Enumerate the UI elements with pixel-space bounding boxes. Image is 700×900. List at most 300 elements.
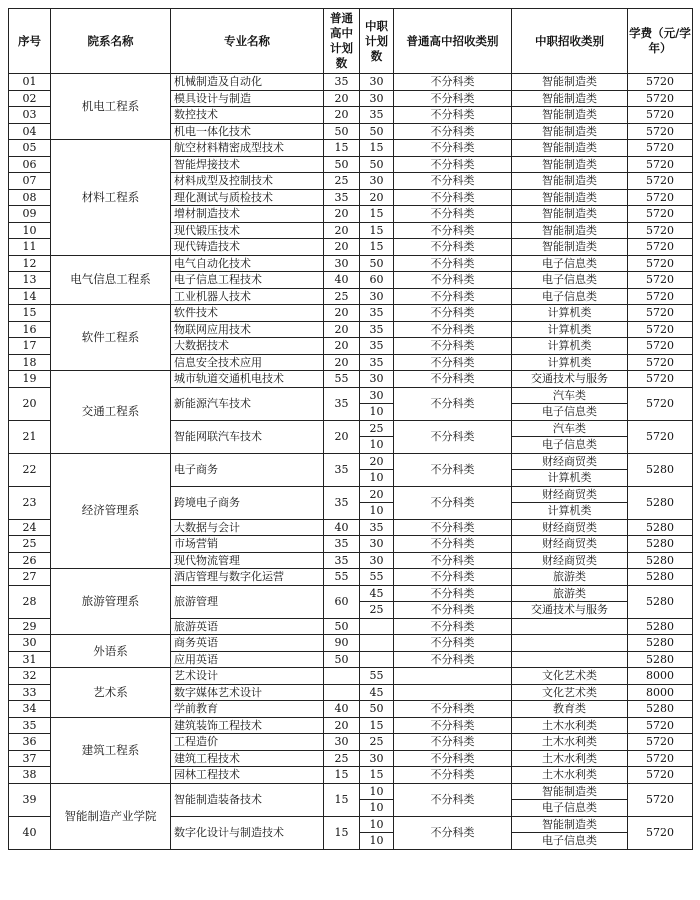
vocational-plan-cell	[360, 635, 394, 652]
general-plan-cell: 35	[324, 387, 360, 420]
general-plan-cell: 30	[324, 734, 360, 751]
serial-number-cell: 25	[9, 536, 51, 553]
general-category-cell: 不分科类	[394, 486, 512, 519]
vocational-plan-cell	[360, 651, 394, 668]
department-name-cell: 软件工程系	[51, 305, 171, 371]
vocational-category-cell: 文化艺术类	[512, 668, 628, 685]
vocational-category-cell: 土木水利类	[512, 767, 628, 784]
general-category-cell: 不分科类	[394, 123, 512, 140]
department-name-cell: 艺术系	[51, 668, 171, 718]
tuition-fee-cell: 5720	[628, 750, 693, 767]
serial-number-cell: 19	[9, 371, 51, 388]
general-category-cell: 不分科类	[394, 272, 512, 289]
serial-number-cell: 27	[9, 569, 51, 586]
vocational-category-cell: 汽车类	[512, 387, 628, 404]
major-name-cell: 旅游英语	[171, 618, 324, 635]
vocational-plan-cell: 25	[360, 602, 394, 619]
general-category-cell: 不分科类	[394, 651, 512, 668]
header-gen-plan: 普通高中计划数	[324, 9, 360, 74]
major-name-cell: 理化测试与质检技术	[171, 189, 324, 206]
serial-number-cell: 24	[9, 519, 51, 536]
general-plan-cell: 40	[324, 701, 360, 718]
tuition-fee-cell: 5720	[628, 816, 693, 849]
general-category-cell: 不分科类	[394, 90, 512, 107]
serial-number-cell: 40	[9, 816, 51, 849]
header-gen-category: 普通高中招收类别	[394, 9, 512, 74]
general-plan-cell: 20	[324, 206, 360, 223]
major-name-cell: 学前教育	[171, 701, 324, 718]
table-row	[9, 74, 693, 91]
general-plan-cell: 25	[324, 288, 360, 305]
serial-number-cell: 13	[9, 272, 51, 289]
general-plan-cell: 40	[324, 272, 360, 289]
general-category-cell: 不分科类	[394, 371, 512, 388]
vocational-category-cell: 智能制造类	[512, 783, 628, 800]
major-name-cell: 园林工程技术	[171, 767, 324, 784]
serial-number-cell: 15	[9, 305, 51, 322]
general-category-cell: 不分科类	[394, 618, 512, 635]
major-name-cell: 工业机器人技术	[171, 288, 324, 305]
vocational-category-cell: 电子信息类	[512, 404, 628, 421]
serial-number-cell: 08	[9, 189, 51, 206]
tuition-fee-cell: 5720	[628, 371, 693, 388]
general-plan-cell: 20	[324, 239, 360, 256]
tuition-fee-cell: 5720	[628, 420, 693, 453]
tuition-fee-cell: 5280	[628, 618, 693, 635]
vocational-category-cell: 智能制造类	[512, 206, 628, 223]
vocational-plan-cell: 50	[360, 701, 394, 718]
serial-number-cell: 14	[9, 288, 51, 305]
vocational-plan-cell: 30	[360, 371, 394, 388]
department-name-cell: 机电工程系	[51, 74, 171, 140]
vocational-plan-cell: 15	[360, 206, 394, 223]
general-category-cell: 不分科类	[394, 222, 512, 239]
major-name-cell: 现代铸造技术	[171, 239, 324, 256]
tuition-fee-cell: 5720	[628, 767, 693, 784]
major-name-cell: 艺术设计	[171, 668, 324, 685]
general-plan-cell: 20	[324, 222, 360, 239]
serial-number-cell: 26	[9, 552, 51, 569]
general-plan-cell: 55	[324, 371, 360, 388]
table-row	[9, 305, 693, 322]
general-category-cell: 不分科类	[394, 552, 512, 569]
vocational-plan-cell: 55	[360, 668, 394, 685]
general-plan-cell: 15	[324, 816, 360, 849]
tuition-fee-cell: 5720	[628, 272, 693, 289]
major-name-cell: 现代物流管理	[171, 552, 324, 569]
department-name-cell: 材料工程系	[51, 140, 171, 256]
vocational-plan-cell: 10	[360, 833, 394, 850]
serial-number-cell: 18	[9, 354, 51, 371]
table-header	[9, 9, 693, 74]
general-plan-cell: 35	[324, 486, 360, 519]
table-row	[9, 783, 693, 800]
general-plan-cell: 20	[324, 90, 360, 107]
general-plan-cell: 55	[324, 569, 360, 586]
vocational-plan-cell: 30	[360, 288, 394, 305]
serial-number-cell: 34	[9, 701, 51, 718]
serial-number-cell: 39	[9, 783, 51, 816]
header-fee: 学费（元/学年）	[628, 9, 693, 74]
serial-number-cell: 09	[9, 206, 51, 223]
general-category-cell: 不分科类	[394, 420, 512, 453]
vocational-category-cell: 计算机类	[512, 470, 628, 487]
tuition-fee-cell: 5720	[628, 239, 693, 256]
vocational-category-cell: 智能制造类	[512, 107, 628, 124]
major-name-cell: 大数据技术	[171, 338, 324, 355]
serial-number-cell: 04	[9, 123, 51, 140]
general-category-cell: 不分科类	[394, 321, 512, 338]
table-row	[9, 140, 693, 157]
vocational-category-cell	[512, 651, 628, 668]
table-row	[9, 453, 693, 470]
serial-number-cell: 16	[9, 321, 51, 338]
vocational-category-cell: 教育类	[512, 701, 628, 718]
general-plan-cell: 35	[324, 74, 360, 91]
general-plan-cell: 15	[324, 783, 360, 816]
general-plan-cell: 50	[324, 123, 360, 140]
tuition-fee-cell: 5280	[628, 552, 693, 569]
vocational-category-cell	[512, 635, 628, 652]
major-name-cell: 城市轨道交通机电技术	[171, 371, 324, 388]
serial-number-cell: 29	[9, 618, 51, 635]
vocational-plan-cell: 30	[360, 750, 394, 767]
general-category-cell: 不分科类	[394, 140, 512, 157]
general-category-cell: 不分科类	[394, 305, 512, 322]
major-name-cell: 电气自动化技术	[171, 255, 324, 272]
general-plan-cell	[324, 668, 360, 685]
serial-number-cell: 10	[9, 222, 51, 239]
serial-number-cell: 11	[9, 239, 51, 256]
vocational-category-cell: 计算机类	[512, 305, 628, 322]
tuition-fee-cell: 5720	[628, 305, 693, 322]
general-category-cell: 不分科类	[394, 750, 512, 767]
general-plan-cell: 25	[324, 173, 360, 190]
tuition-fee-cell: 5720	[628, 354, 693, 371]
serial-number-cell: 07	[9, 173, 51, 190]
serial-number-cell: 23	[9, 486, 51, 519]
vocational-category-cell: 智能制造类	[512, 189, 628, 206]
vocational-plan-cell: 30	[360, 387, 394, 404]
general-plan-cell: 50	[324, 618, 360, 635]
major-name-cell: 航空材料精密成型技术	[171, 140, 324, 157]
department-name-cell: 建筑工程系	[51, 717, 171, 783]
table-row	[9, 371, 693, 388]
major-name-cell: 数字媒体艺术设计	[171, 684, 324, 701]
general-category-cell: 不分科类	[394, 156, 512, 173]
vocational-plan-cell: 30	[360, 552, 394, 569]
general-plan-cell: 50	[324, 156, 360, 173]
vocational-category-cell: 电子信息类	[512, 800, 628, 817]
major-name-cell: 应用英语	[171, 651, 324, 668]
vocational-plan-cell: 15	[360, 140, 394, 157]
general-category-cell: 不分科类	[394, 387, 512, 420]
vocational-plan-cell: 20	[360, 189, 394, 206]
general-plan-cell: 20	[324, 717, 360, 734]
major-name-cell: 机电一体化技术	[171, 123, 324, 140]
vocational-category-cell: 文化艺术类	[512, 684, 628, 701]
vocational-plan-cell: 35	[360, 107, 394, 124]
vocational-plan-cell: 10	[360, 404, 394, 421]
vocational-category-cell: 智能制造类	[512, 222, 628, 239]
tuition-fee-cell: 5280	[628, 651, 693, 668]
general-category-cell	[394, 684, 512, 701]
major-name-cell: 工程造价	[171, 734, 324, 751]
major-name-cell: 机械制造及自动化	[171, 74, 324, 91]
general-category-cell: 不分科类	[394, 239, 512, 256]
tuition-fee-cell: 5720	[628, 321, 693, 338]
vocational-category-cell	[512, 618, 628, 635]
vocational-plan-cell: 30	[360, 173, 394, 190]
table-body	[9, 74, 693, 850]
major-name-cell: 软件技术	[171, 305, 324, 322]
general-category-cell: 不分科类	[394, 585, 512, 602]
tuition-fee-cell: 5720	[628, 206, 693, 223]
major-name-cell: 智能制造装备技术	[171, 783, 324, 816]
general-plan-cell: 90	[324, 635, 360, 652]
vocational-plan-cell: 35	[360, 338, 394, 355]
vocational-category-cell: 财经商贸类	[512, 453, 628, 470]
serial-number-cell: 37	[9, 750, 51, 767]
tuition-fee-cell: 5720	[628, 189, 693, 206]
table-row	[9, 635, 693, 652]
serial-number-cell: 21	[9, 420, 51, 453]
serial-number-cell: 28	[9, 585, 51, 618]
major-name-cell: 材料成型及控制技术	[171, 173, 324, 190]
department-name-cell: 交通工程系	[51, 371, 171, 454]
vocational-category-cell: 智能制造类	[512, 140, 628, 157]
major-name-cell: 信息安全技术应用	[171, 354, 324, 371]
vocational-category-cell: 智能制造类	[512, 90, 628, 107]
serial-number-cell: 35	[9, 717, 51, 734]
general-category-cell: 不分科类	[394, 519, 512, 536]
major-name-cell: 跨境电子商务	[171, 486, 324, 519]
general-category-cell: 不分科类	[394, 338, 512, 355]
vocational-category-cell: 财经商贸类	[512, 552, 628, 569]
vocational-category-cell: 计算机类	[512, 321, 628, 338]
serial-number-cell: 38	[9, 767, 51, 784]
general-category-cell: 不分科类	[394, 354, 512, 371]
vocational-plan-cell: 10	[360, 503, 394, 520]
general-category-cell: 不分科类	[394, 701, 512, 718]
department-name-cell: 经济管理系	[51, 453, 171, 569]
general-category-cell: 不分科类	[394, 255, 512, 272]
tuition-fee-cell: 5720	[628, 783, 693, 816]
major-name-cell: 市场营销	[171, 536, 324, 553]
serial-number-cell: 20	[9, 387, 51, 420]
general-category-cell: 不分科类	[394, 816, 512, 849]
serial-number-cell: 05	[9, 140, 51, 157]
vocational-category-cell: 土木水利类	[512, 750, 628, 767]
vocational-category-cell: 电子信息类	[512, 255, 628, 272]
major-name-cell: 大数据与会计	[171, 519, 324, 536]
header-row	[9, 9, 693, 74]
major-name-cell: 现代锻压技术	[171, 222, 324, 239]
tuition-fee-cell: 5280	[628, 453, 693, 486]
general-category-cell: 不分科类	[394, 189, 512, 206]
vocational-category-cell: 土木水利类	[512, 717, 628, 734]
serial-number-cell: 12	[9, 255, 51, 272]
general-category-cell: 不分科类	[394, 767, 512, 784]
major-name-cell: 建筑工程技术	[171, 750, 324, 767]
vocational-plan-cell: 15	[360, 239, 394, 256]
major-name-cell: 电子商务	[171, 453, 324, 486]
vocational-plan-cell: 10	[360, 816, 394, 833]
vocational-plan-cell: 35	[360, 305, 394, 322]
tuition-fee-cell: 5720	[628, 288, 693, 305]
general-plan-cell: 20	[324, 420, 360, 453]
general-plan-cell: 25	[324, 750, 360, 767]
general-plan-cell: 60	[324, 585, 360, 618]
header-no: 序号	[9, 9, 51, 74]
general-category-cell: 不分科类	[394, 107, 512, 124]
table-row	[9, 668, 693, 685]
general-plan-cell: 20	[324, 321, 360, 338]
vocational-plan-cell	[360, 618, 394, 635]
vocational-plan-cell: 10	[360, 437, 394, 454]
table-row	[9, 717, 693, 734]
major-name-cell: 商务英语	[171, 635, 324, 652]
general-plan-cell: 35	[324, 552, 360, 569]
general-category-cell: 不分科类	[394, 569, 512, 586]
vocational-category-cell: 财经商贸类	[512, 536, 628, 553]
vocational-category-cell: 智能制造类	[512, 156, 628, 173]
vocational-plan-cell: 25	[360, 420, 394, 437]
serial-number-cell: 02	[9, 90, 51, 107]
general-category-cell: 不分科类	[394, 74, 512, 91]
general-plan-cell: 35	[324, 453, 360, 486]
vocational-plan-cell: 35	[360, 354, 394, 371]
vocational-plan-cell: 30	[360, 536, 394, 553]
vocational-category-cell: 交通技术与服务	[512, 602, 628, 619]
vocational-category-cell: 智能制造类	[512, 123, 628, 140]
vocational-category-cell: 智能制造类	[512, 74, 628, 91]
tuition-fee-cell: 5720	[628, 387, 693, 420]
general-plan-cell: 35	[324, 536, 360, 553]
general-category-cell: 不分科类	[394, 288, 512, 305]
department-name-cell: 电气信息工程系	[51, 255, 171, 305]
serial-number-cell: 17	[9, 338, 51, 355]
vocational-plan-cell: 55	[360, 569, 394, 586]
vocational-plan-cell: 15	[360, 767, 394, 784]
general-category-cell: 不分科类	[394, 717, 512, 734]
tuition-fee-cell: 5280	[628, 519, 693, 536]
general-plan-cell: 15	[324, 767, 360, 784]
vocational-category-cell: 土木水利类	[512, 734, 628, 751]
vocational-category-cell: 计算机类	[512, 354, 628, 371]
department-name-cell: 外语系	[51, 635, 171, 668]
general-plan-cell: 20	[324, 338, 360, 355]
tuition-fee-cell: 5720	[628, 255, 693, 272]
major-name-cell: 旅游管理	[171, 585, 324, 618]
vocational-plan-cell: 50	[360, 156, 394, 173]
header-voc-plan: 中职计划数	[360, 9, 394, 74]
table-row	[9, 569, 693, 586]
general-category-cell	[394, 668, 512, 685]
vocational-category-cell: 智能制造类	[512, 816, 628, 833]
serial-number-cell: 22	[9, 453, 51, 486]
serial-number-cell: 06	[9, 156, 51, 173]
tuition-fee-cell: 8000	[628, 668, 693, 685]
tuition-fee-cell: 8000	[628, 684, 693, 701]
vocational-plan-cell: 50	[360, 123, 394, 140]
major-name-cell: 建筑装饰工程技术	[171, 717, 324, 734]
serial-number-cell: 03	[9, 107, 51, 124]
vocational-plan-cell: 10	[360, 800, 394, 817]
vocational-category-cell: 旅游类	[512, 569, 628, 586]
header-dept: 院系名称	[51, 9, 171, 74]
serial-number-cell: 31	[9, 651, 51, 668]
tuition-fee-cell: 5720	[628, 90, 693, 107]
major-name-cell: 智能焊接技术	[171, 156, 324, 173]
general-plan-cell: 35	[324, 189, 360, 206]
vocational-plan-cell: 30	[360, 74, 394, 91]
major-name-cell: 数字化设计与制造技术	[171, 816, 324, 849]
vocational-plan-cell: 60	[360, 272, 394, 289]
table-row	[9, 255, 693, 272]
vocational-plan-cell: 10	[360, 783, 394, 800]
major-name-cell: 模具设计与制造	[171, 90, 324, 107]
serial-number-cell: 01	[9, 74, 51, 91]
major-name-cell: 电子信息工程技术	[171, 272, 324, 289]
vocational-category-cell: 汽车类	[512, 420, 628, 437]
vocational-plan-cell: 20	[360, 453, 394, 470]
general-category-cell: 不分科类	[394, 206, 512, 223]
major-name-cell: 酒店管理与数字化运营	[171, 569, 324, 586]
vocational-plan-cell: 35	[360, 321, 394, 338]
header-voc-category: 中职招收类别	[512, 9, 628, 74]
serial-number-cell: 30	[9, 635, 51, 652]
vocational-plan-cell: 15	[360, 717, 394, 734]
major-name-cell: 物联网应用技术	[171, 321, 324, 338]
vocational-plan-cell: 45	[360, 684, 394, 701]
general-category-cell: 不分科类	[394, 536, 512, 553]
general-plan-cell: 50	[324, 651, 360, 668]
general-plan-cell: 20	[324, 305, 360, 322]
general-category-cell: 不分科类	[394, 734, 512, 751]
serial-number-cell: 36	[9, 734, 51, 751]
tuition-fee-cell: 5720	[628, 156, 693, 173]
vocational-category-cell: 财经商贸类	[512, 486, 628, 503]
tuition-fee-cell: 5280	[628, 486, 693, 519]
header-major: 专业名称	[171, 9, 324, 74]
vocational-plan-cell: 45	[360, 585, 394, 602]
vocational-category-cell: 电子信息类	[512, 437, 628, 454]
vocational-category-cell: 电子信息类	[512, 272, 628, 289]
general-category-cell: 不分科类	[394, 602, 512, 619]
major-name-cell: 增材制造技术	[171, 206, 324, 223]
vocational-category-cell: 智能制造类	[512, 173, 628, 190]
vocational-plan-cell: 30	[360, 90, 394, 107]
enrollment-plan-table	[8, 8, 693, 850]
general-plan-cell: 15	[324, 140, 360, 157]
general-category-cell: 不分科类	[394, 453, 512, 486]
vocational-plan-cell: 15	[360, 222, 394, 239]
tuition-fee-cell: 5720	[628, 107, 693, 124]
general-category-cell: 不分科类	[394, 635, 512, 652]
vocational-category-cell: 计算机类	[512, 503, 628, 520]
department-name-cell: 智能制造产业学院	[51, 783, 171, 849]
tuition-fee-cell: 5280	[628, 635, 693, 652]
tuition-fee-cell: 5720	[628, 338, 693, 355]
vocational-plan-cell: 50	[360, 255, 394, 272]
general-plan-cell: 40	[324, 519, 360, 536]
tuition-fee-cell: 5720	[628, 717, 693, 734]
vocational-category-cell: 电子信息类	[512, 833, 628, 850]
tuition-fee-cell: 5280	[628, 585, 693, 618]
general-category-cell: 不分科类	[394, 173, 512, 190]
general-plan-cell	[324, 684, 360, 701]
